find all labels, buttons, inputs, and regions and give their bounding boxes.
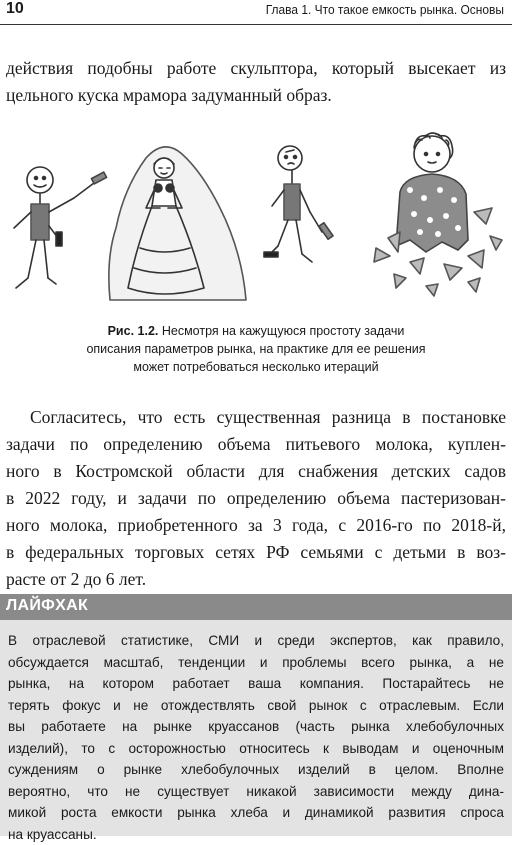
lifehack-line: на круассаны. [8, 824, 504, 845]
lifehack-line: рынка, на котором работает ваша компания. Постарайтесь не [8, 673, 504, 695]
paragraph-2 [6, 404, 506, 593]
caption-line: Несмотря на кажущуюся простоту задачи [162, 324, 405, 338]
paragraph-1 [6, 55, 506, 109]
lifehack-line: вы работаете на рынке круассанов (часть рынка хлебобулочных [8, 716, 504, 738]
lifehack-line: вероятно, что не существует никакой зависимости между дина- [8, 781, 504, 803]
lifehack-box [0, 620, 512, 836]
lifehack-line: суждениям о рынке хлебобулочных изделий в целом. Вполне [8, 759, 504, 781]
lifehack-line: обсуждается масштаб, тенденции и проблемы всего рынка, а не [8, 652, 504, 674]
sculptor-figure [14, 167, 107, 288]
text-line: ного в Костромской области для снабжения детских садов [6, 458, 506, 485]
text-line: действия подобны работе скульптора, который высекает из [6, 55, 506, 82]
lifehack-line: микой роста емкости рынка хлеба и динамикой развития спроса [8, 802, 504, 824]
text-line: ного молока, приобретенного за 3 года, с 2016-го по 2018-й, [6, 512, 506, 539]
text-line: в 2022 году, и задачи по определению объема пастеризован- [6, 485, 506, 512]
caption-line: может потребоваться несколько итераций [0, 358, 512, 376]
lifehack-header [0, 594, 512, 620]
running-head: Глава 1. Что такое емкость рынка. Основы [266, 2, 504, 17]
lifehack-line: терять фокус и не отождествлять свой рынок с отраслевым. Если [8, 695, 504, 717]
page-number: 10 [6, 0, 24, 18]
page-header [0, 0, 512, 25]
text-line: задачи по определению объема питьевого молока, куплен- [6, 431, 506, 458]
broken-statue-figure [374, 133, 502, 296]
second-sculptor-figure [264, 146, 333, 262]
text-line: Согласитесь, что есть существенная разница в постановке [6, 404, 506, 431]
caption-line: описания параметров рынка, на практике для ее решения [0, 340, 512, 358]
figure-label: Рис. 1.2. [108, 324, 159, 338]
figure-caption [0, 322, 512, 376]
lifehack-line: В отраслевой статистике, СМИ и среди экспертов, как правило, [8, 630, 504, 652]
lifehack-title: ЛАЙФХАК [6, 597, 88, 615]
lifehack-text [8, 630, 504, 845]
text-line: цельного куска мрамора задуманный образ. [6, 82, 506, 109]
text-line: в федеральных торговых сетях РФ семьями с детьми в воз- [6, 539, 506, 566]
lifehack-line: изделий), то с осторожностью относитесь к выводам и оценочным [8, 738, 504, 760]
figure-illustration [6, 128, 506, 318]
text-line: расте от 2 до 6 лет. [6, 566, 506, 593]
marble-block-bride [109, 147, 246, 300]
